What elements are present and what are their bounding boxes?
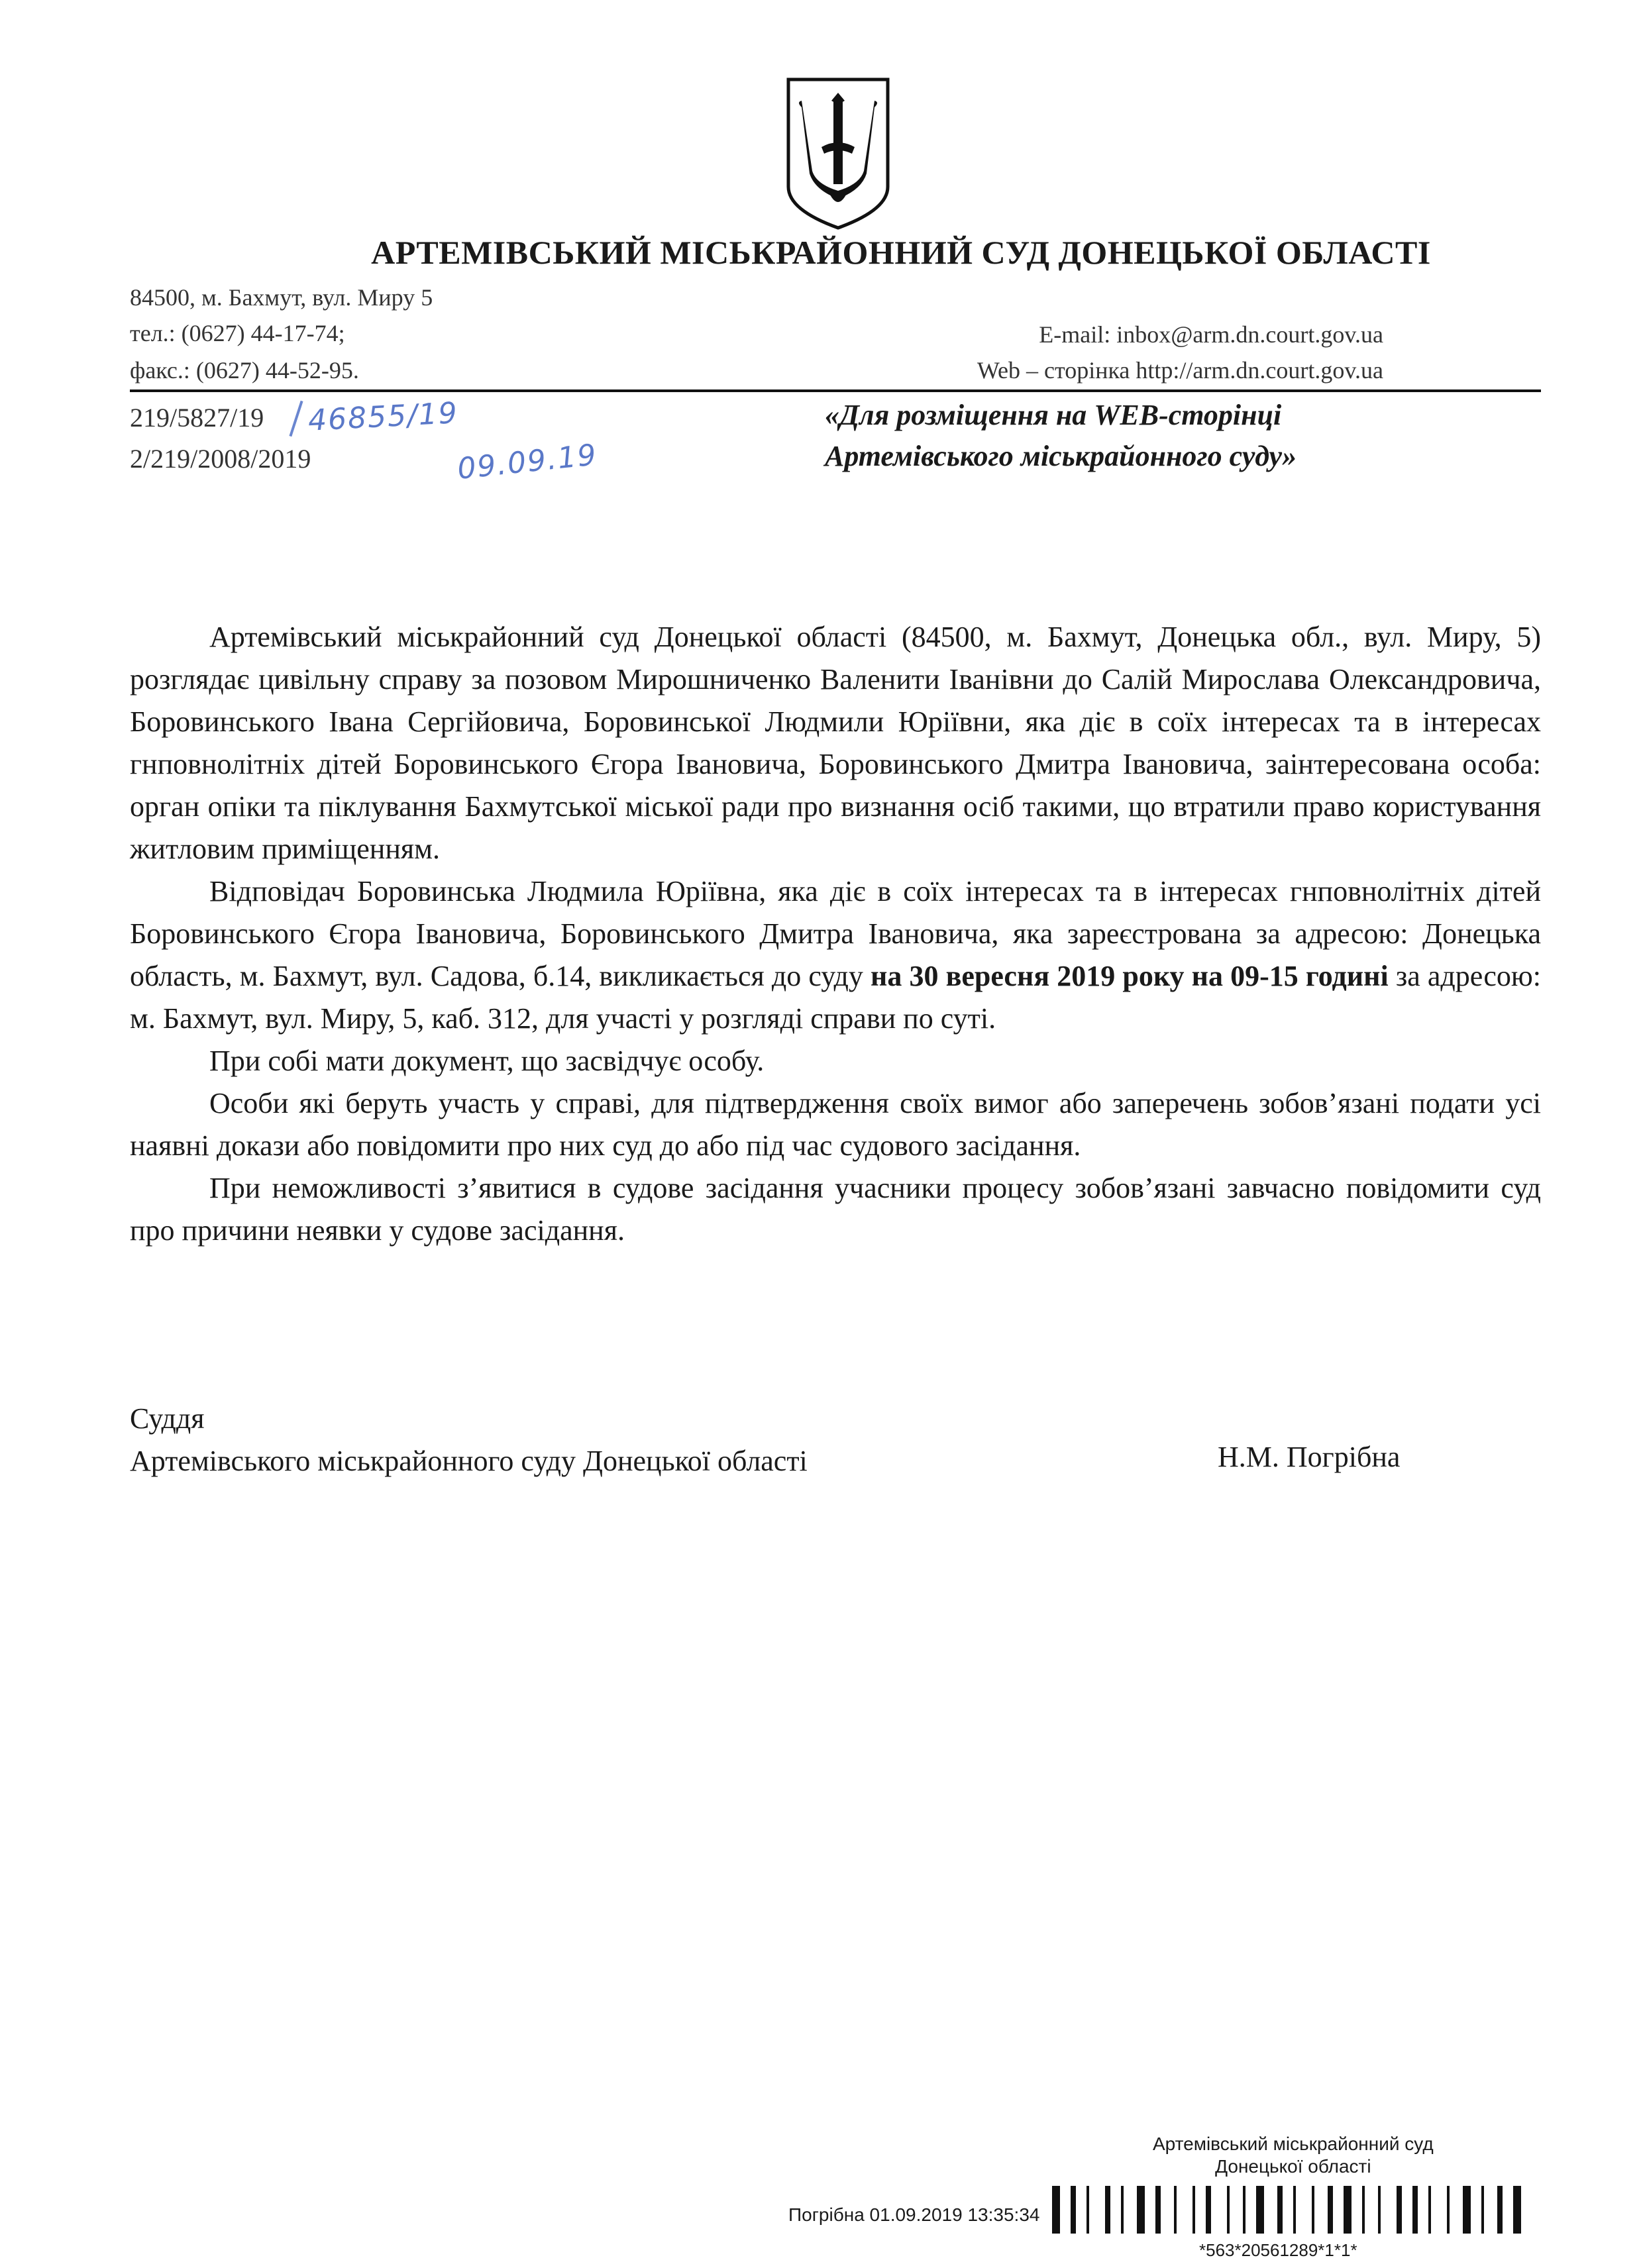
barcode-bar	[1105, 2186, 1110, 2234]
barcode-bar	[1312, 2186, 1314, 2234]
web-placement-note	[825, 395, 1297, 477]
letter-body	[130, 616, 1541, 1252]
judge-name: Н.М. Погрібна	[1218, 1441, 1401, 1473]
barcode-bar	[1206, 2186, 1211, 2234]
body-paragraph-4: Особи які беруть участь у справі, для підтвердження своїх вимог або заперечень зобов’язані подати усі наявні докази або повідомити про них суд до або під час судового засідання.	[130, 1087, 1541, 1162]
court-phone: тел.: (0627) 44-17-74;	[130, 320, 345, 346]
barcode-bar	[1397, 2186, 1402, 2234]
signature-block	[130, 1398, 808, 1482]
barcode-bar	[1052, 2186, 1060, 2234]
barcode-bar	[1428, 2186, 1431, 2234]
court-name-heading: АРТЕМІВСЬКИЙ МІСЬКРАЙОННИЙ СУД ДОНЕЦЬКОЇ ОБЛАСТІ	[371, 234, 1431, 271]
court-fax: факс.: (0627) 44-52-95.	[130, 357, 359, 384]
barcode	[1052, 2186, 1529, 2234]
registry-court-stamp	[1153, 2133, 1434, 2178]
barcode-bar	[1481, 2186, 1484, 2234]
barcode-bar	[1447, 2186, 1450, 2234]
barcode-bar	[1155, 2186, 1161, 2234]
header-divider	[130, 389, 1541, 392]
handwritten-date: 09.09.19	[455, 438, 600, 486]
barcode-bar	[1463, 2186, 1471, 2234]
registry-court-line-2: Донецької області	[1215, 2156, 1371, 2177]
barcode-bar	[1293, 2186, 1296, 2234]
barcode-bar	[1121, 2186, 1124, 2234]
barcode-bar	[1256, 2186, 1264, 2234]
barcode-bar	[1277, 2186, 1283, 2234]
barcode-bar	[1086, 2186, 1089, 2234]
barcode-bar	[1513, 2186, 1521, 2234]
barcode-text: *563*20561289*1*1*	[1199, 2240, 1357, 2260]
body-p2-start: Відповідач Боровинська Людмила Юріївна, яка діє в соїх інтересах та в інтересах гнповнолітніх дітей Боровинського Єгора Івановича, Боровинського Дмитра Івановича, яка зареєстрована за адресою: Донецька область, м. Бахмут, вул. Садова, б.14, викликається до суду	[130, 875, 1541, 992]
barcode-bar	[1497, 2186, 1503, 2234]
signature-title: Суддя	[130, 1402, 205, 1435]
proceeding-number: 2/219/2008/2019	[130, 444, 311, 474]
barcode-bar	[1328, 2186, 1333, 2234]
body-p2-end: за адресою: м. Бахмут, вул. Миру, 5, каб. 312, для участі у розгляді справи по суті.	[130, 960, 1542, 1035]
court-address: 84500, м. Бахмут, вул. Миру 5	[130, 284, 433, 311]
barcode-bar	[1227, 2186, 1230, 2234]
barcode-bar	[1174, 2186, 1177, 2234]
ukraine-trident-emblem-icon	[782, 74, 894, 233]
barcode-bar	[1137, 2186, 1145, 2234]
registry-court-line-1: Артемівський міськрайонний суд	[1153, 2134, 1434, 2154]
court-email: E-mail: inbox@arm.dn.court.gov.ua	[1039, 321, 1383, 348]
web-note-line-1: «Для розміщення на WEB-сторінці	[825, 399, 1282, 431]
barcode-bar	[1344, 2186, 1352, 2234]
web-note-line-2: Артемівського міськрайонного суду»	[825, 440, 1297, 472]
barcode-bar	[1243, 2186, 1246, 2234]
body-paragraph-5: При неможливості з’явитися в судове засідання учасники процесу зобов’язані завчасно повідомити суд про причини неявки у судове засідання.	[130, 1172, 1541, 1247]
case-number: 219/5827/19	[130, 403, 264, 433]
barcode-bar	[1378, 2186, 1381, 2234]
registry-user-stamp: Погрібна 01.09.2019 13:35:34	[788, 2204, 1040, 2225]
body-paragraph-2	[130, 870, 1541, 1040]
body-paragraph-1: Артемівський міськрайонний суд Донецької області (84500, м. Бахмут, Донецька обл., вул. Миру, 5) розглядає цивільну справу за позовом Мирошниченко Валенити Іванівни до Салій Мирослава Олександровича, Боровинського Івана Сергійовича, Боровинської Людмили Юріївни, яка діє в соїх інтересах та в інтересах гнповнолітніх дітей Боровинського Єгора Івановича, Боровинського Дмитра Івановича, заінтересована особа: орган опіки та піклування Бахмутської міської ради про визнання осіб такими, що втратили право користування житловим приміщенням.	[130, 621, 1541, 865]
barcode-bar	[1412, 2186, 1418, 2234]
court-website: Web – сторінка http://arm.dn.court.gov.ua	[977, 357, 1383, 384]
barcode-bar	[1362, 2186, 1365, 2234]
body-paragraph-3: При собі мати документ, що засвідчує особу.	[209, 1045, 765, 1077]
barcode-bar	[1192, 2186, 1195, 2234]
barcode-bar	[1071, 2186, 1076, 2234]
handwritten-incoming-number: 46855/19	[307, 396, 459, 438]
case-references	[130, 397, 311, 480]
signature-court: Артемівського міськрайонного суду Донецької області	[130, 1445, 808, 1477]
hearing-datetime: на 30 вересня 2019 року на 09-15 годині	[871, 960, 1389, 992]
